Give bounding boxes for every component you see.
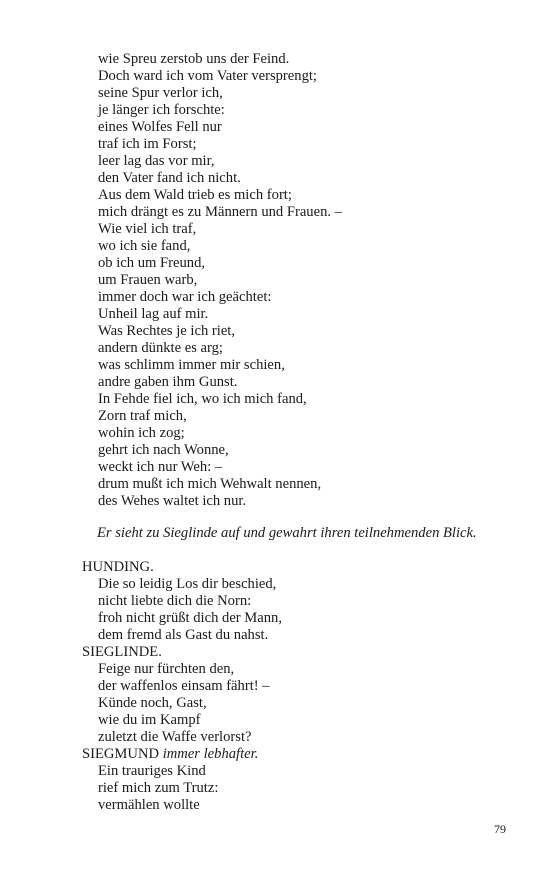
verse-line: Ein trauriges Kind — [98, 763, 206, 779]
verse-line: andre gaben ihm Gunst. — [98, 374, 238, 390]
verse-line: den Vater fand ich nicht. — [98, 170, 241, 186]
verse-line: seine Spur verlor ich, — [98, 85, 223, 101]
verse-line: froh nicht grüßt dich der Mann, — [98, 610, 282, 626]
verse-line: Zorn traf mich, — [98, 408, 187, 424]
verse-line: zuletzt die Waffe verlorst? — [98, 729, 252, 745]
verse-line: des Wehes waltet ich nur. — [98, 493, 247, 509]
verse-line: Feige nur fürchten den, — [98, 661, 235, 677]
verse-line: dem fremd als Gast du nahst. — [98, 627, 269, 643]
speaker-name: SIEGLINDE. — [82, 644, 162, 660]
verse-line: ob ich um Freund, — [98, 255, 206, 271]
verse-line: wohin ich zog; — [98, 425, 185, 441]
verse-line: Doch ward ich vom Vater versprengt; — [98, 68, 317, 84]
speaker-name: SIEGMUND — [82, 746, 160, 762]
speaker-name: HUNDING. — [82, 559, 154, 575]
verse-line: Was Rechtes je ich riet, — [98, 323, 236, 339]
verse-line: weckt ich nur Weh: – — [98, 459, 223, 475]
verse-line: Unheil lag auf mir. — [98, 306, 209, 322]
verse-line: wie Spreu zerstob uns der Feind. — [98, 51, 290, 67]
inline-stage-direction: immer lebhafter. — [162, 746, 259, 762]
verse-line: wo ich sie fand, — [98, 238, 191, 254]
speaker-line — [82, 746, 258, 763]
verse-line: andern dünkte es arg; — [98, 340, 223, 356]
verse-line: drum mußt ich mich Wehwalt nennen, — [98, 476, 322, 492]
verse-line: Aus dem Wald trieb es mich fort; — [98, 187, 292, 203]
verse-line: Wie viel ich traf, — [98, 221, 197, 237]
verse-line: immer doch war ich geächtet: — [98, 289, 272, 305]
verse-line: eines Wolfes Fell nur — [98, 119, 222, 135]
verse-line: leer lag das vor mir, — [98, 153, 215, 169]
verse-line: In Fehde fiel ich, wo ich mich fand, — [98, 391, 307, 407]
verse-line: um Frauen warb, — [98, 272, 198, 288]
verse-line: rief mich zum Trutz: — [98, 780, 219, 796]
verse-line: je länger ich forschte: — [98, 102, 225, 118]
verse-line: vermählen wollte — [98, 797, 200, 813]
verse-line: Die so leidig Los dir beschied, — [98, 576, 277, 592]
verse-line: Künde noch, Gast, — [98, 695, 207, 711]
page-number: 79 — [494, 822, 506, 836]
stage-direction: Er sieht zu Sieglinde auf und gewahrt ihren teilnehmenden Blick. — [97, 525, 477, 541]
verse-line: wie du im Kampf — [98, 712, 201, 728]
verse-line: was schlimm immer mir schien, — [98, 357, 285, 373]
verse-line: nicht liebte dich die Norn: — [98, 593, 252, 609]
verse-line: traf ich im Forst; — [98, 136, 197, 152]
verse-line: gehrt ich nach Wonne, — [98, 442, 229, 458]
verse-line: mich drängt es zu Männern und Frauen. – — [98, 204, 342, 220]
verse-line: der waffenlos einsam fährt! – — [98, 678, 270, 694]
